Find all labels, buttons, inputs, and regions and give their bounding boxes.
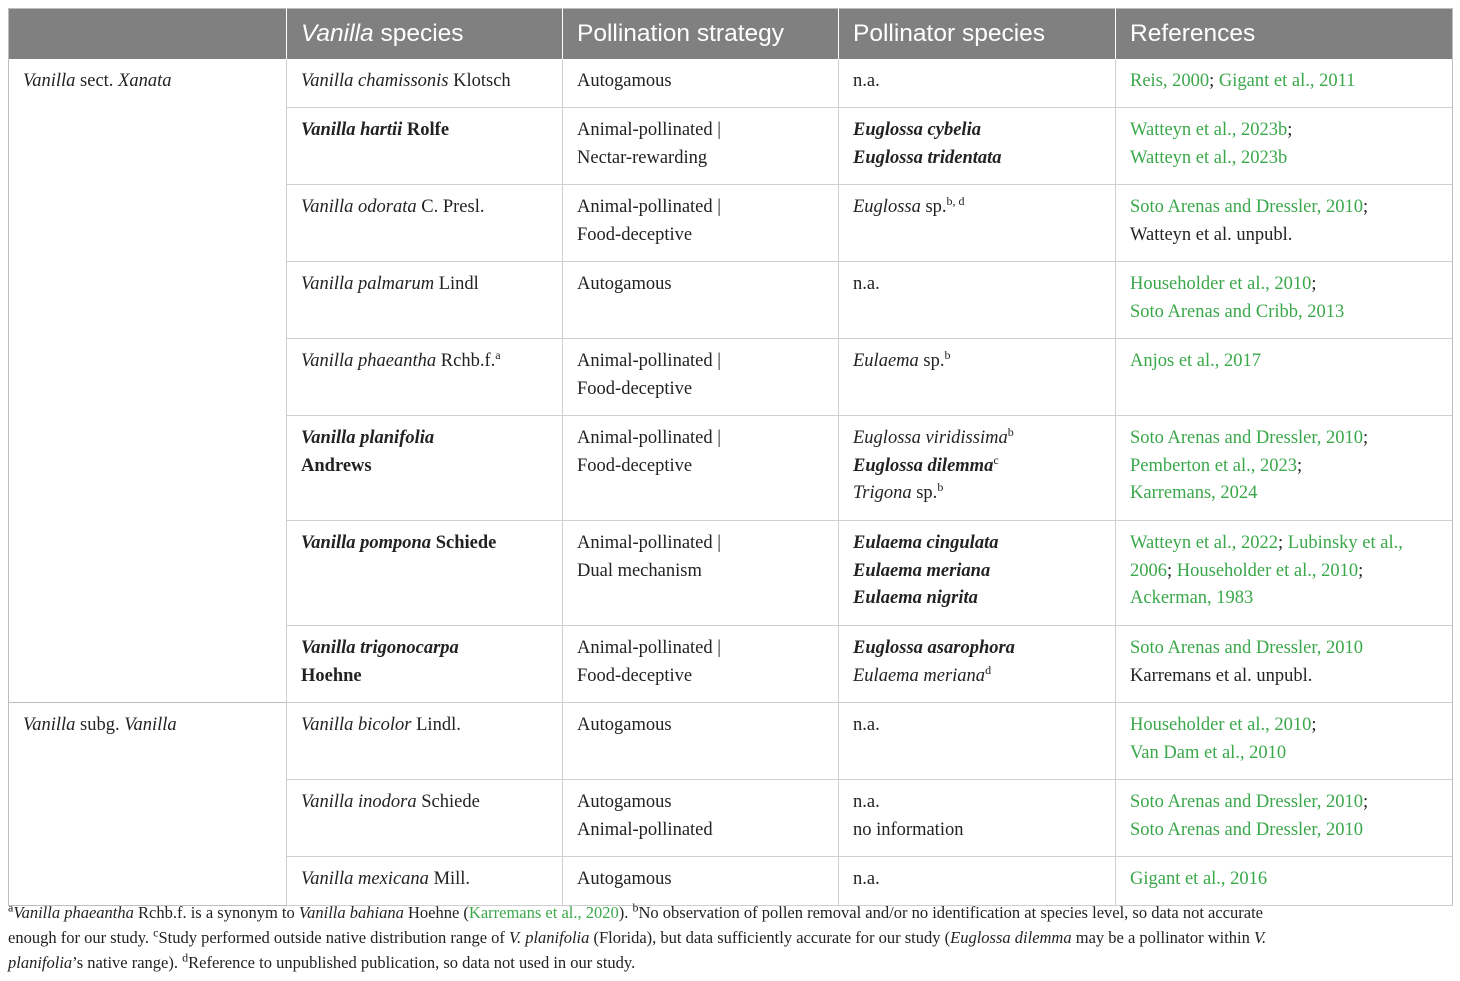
reference-line: [1130, 558, 1438, 586]
strategy-line: [577, 271, 824, 299]
reference-line: [1130, 117, 1438, 145]
strategy-cell: [563, 626, 839, 703]
reference-line-text: Householder et al., 2010: [1176, 560, 1359, 581]
species-cell: [287, 703, 563, 780]
pollinator-line-text: n.a.: [853, 274, 880, 294]
strategy-cell: [563, 521, 839, 626]
reference-line-text: 2006: [1130, 560, 1167, 581]
reference-line: [1130, 348, 1438, 376]
pollinator-line: [853, 117, 1101, 145]
pollinator-cell: [839, 262, 1116, 339]
reference-line: [1130, 425, 1438, 453]
pollinator-line-text: no information: [853, 819, 964, 840]
strategy-line-text: Animal-pollinated |: [577, 638, 721, 658]
reference-line-text: ;: [1363, 428, 1369, 448]
species-name: Hoehne: [301, 665, 362, 686]
strategy-line-text: Autogamous: [577, 274, 672, 294]
pollinator-line: [853, 271, 1101, 299]
references-cell: [1116, 339, 1453, 416]
species-name: Vanilla inodora: [301, 792, 417, 812]
pollinator-cell: [839, 780, 1116, 857]
strategy-line-text: Autogamous: [577, 71, 672, 91]
pollinator-line: [853, 663, 1101, 691]
strategy-line: [577, 425, 824, 453]
species-cell: [287, 108, 563, 185]
strategy-cell: [563, 703, 839, 780]
species-cell: [287, 262, 563, 339]
header-row: [9, 9, 1453, 60]
reference-line: [1130, 271, 1438, 299]
reference-line-text: Watteyn et al., 2023b: [1130, 120, 1288, 140]
strategy-line-text: Autogamous: [577, 869, 672, 889]
strategy-cell: [563, 780, 839, 857]
reference-line-text: Gigant et al., 2016: [1130, 869, 1268, 889]
reference-line-text: ;: [1311, 274, 1317, 294]
reference-line-text: Soto Arenas and Dressler, 2010: [1130, 638, 1364, 658]
strategy-line-text: Autogamous: [577, 715, 672, 735]
section-label: [9, 59, 287, 703]
pollinator-line: [853, 68, 1101, 96]
species-name: Rchb.f.: [436, 351, 496, 371]
pollinator-line-text: n.a.: [853, 869, 880, 889]
footnote-line-text: Vanilla bahiana: [298, 903, 404, 922]
species-cell: [287, 416, 563, 521]
reference-line: [1130, 789, 1438, 817]
species-cell: [287, 857, 563, 906]
reference-line-text: Lubinsky et al.,: [1287, 533, 1403, 553]
pollinator-line: [853, 530, 1101, 558]
species-name: Rolfe: [402, 120, 450, 140]
reference-line-text: Ackerman, 1983: [1130, 588, 1254, 608]
footnote-line-text: Euglossa dilemma: [950, 928, 1072, 947]
pollinator-line: [853, 712, 1101, 740]
section-rank: subg.: [75, 715, 125, 735]
pollinator-line-text: c: [993, 452, 999, 467]
strategy-line-text: Animal-pollinated |: [577, 351, 721, 371]
pollinator-line: [853, 558, 1101, 586]
reference-line-text: Gigant et al., 2011: [1218, 71, 1356, 91]
reference-line-text: Anjos et al., 2017: [1130, 351, 1262, 371]
pollination-table: [8, 8, 1453, 906]
reference-line: [1130, 530, 1438, 558]
header-species-genus: Vanilla: [301, 20, 374, 47]
pollinator-line-text: n.a.: [853, 71, 880, 91]
header-pollinator: Pollinator species: [839, 9, 1116, 60]
footnote-line-text: may be a pollinator within: [1071, 928, 1254, 947]
species-name: Vanilla palmarum: [301, 274, 435, 294]
pollinator-line: [853, 789, 1101, 817]
pollinator-line-text: Euglossa dilemma: [853, 455, 994, 476]
pollinator-line-text: Euglossa cybelia: [853, 120, 981, 140]
pollinator-line-text: sp.: [918, 351, 945, 371]
table-row: [9, 703, 1453, 780]
strategy-cell: [563, 59, 839, 108]
footnote-line: [8, 900, 1454, 925]
reference-line-text: ;: [1278, 533, 1288, 553]
pollinator-line-text: Euglossa tridentata: [853, 147, 1002, 168]
strategy-line: [577, 558, 824, 586]
strategy-line-text: Food-deceptive: [577, 455, 693, 476]
reference-line-text: Pemberton et al., 2023: [1130, 455, 1297, 476]
strategy-line-text: Food-deceptive: [577, 224, 693, 245]
reference-line: [1130, 866, 1438, 894]
species-name: C. Presl.: [416, 197, 485, 217]
footnote-line-text: a: [8, 900, 14, 915]
reference-line-text: Reis, 2000: [1130, 71, 1210, 91]
reference-line: [1130, 222, 1438, 250]
pollinator-line-text: Euglossa asarophora: [853, 638, 1015, 658]
references-cell: [1116, 262, 1453, 339]
pollinator-line: [853, 453, 1101, 481]
species-name: Vanilla hartii: [301, 120, 403, 140]
pollinator-line: [853, 817, 1101, 845]
species-name: Vanilla phaeantha: [301, 351, 437, 371]
footnote-line: [8, 950, 1454, 975]
pollinator-cell: [839, 703, 1116, 780]
strategy-line: [577, 712, 824, 740]
reference-line-text: ;: [1311, 715, 1317, 735]
pollinator-line-text: b: [1007, 424, 1014, 439]
pollinator-line: [853, 866, 1101, 894]
pollinator-line: [853, 194, 1101, 222]
species-name: Schiede: [416, 792, 480, 812]
footnote-line-text: enough for our study.: [8, 928, 154, 947]
reference-line-text: Van Dam et al., 2010: [1130, 742, 1287, 763]
footnote-line-text: Rchb.f. is a synonym to: [133, 903, 299, 922]
references-cell: [1116, 108, 1453, 185]
pollinator-line-text: b: [944, 347, 951, 362]
table-row: [9, 59, 1453, 108]
strategy-cell: [563, 185, 839, 262]
reference-line-text: ;: [1287, 120, 1293, 140]
pollinator-cell: [839, 626, 1116, 703]
pollinator-line-text: n.a.: [853, 715, 880, 735]
footnote-line-text: d: [182, 950, 189, 965]
reference-line-text: Householder et al., 2010: [1130, 274, 1312, 294]
reference-line: [1130, 68, 1438, 96]
reference-line: [1130, 817, 1438, 845]
references-cell: [1116, 626, 1453, 703]
pollinator-line-text: b, d: [946, 193, 965, 208]
species-name: Vanilla odorata: [301, 197, 417, 217]
strategy-line: [577, 817, 824, 845]
references-cell: [1116, 780, 1453, 857]
reference-line-text: Karremans et al. unpubl.: [1130, 665, 1313, 686]
species-cell: [287, 339, 563, 416]
pollinator-line-text: sp.: [920, 197, 947, 217]
strategy-line-text: Animal-pollinated |: [577, 197, 721, 217]
species-name: Vanilla mexicana: [301, 869, 429, 889]
strategy-line: [577, 453, 824, 481]
pollinator-line: [853, 635, 1101, 663]
strategy-line-text: Animal-pollinated |: [577, 120, 721, 140]
species-cell: [287, 521, 563, 626]
header-species-rest: species: [373, 20, 464, 47]
strategy-line-text: Animal-pollinated: [577, 819, 713, 840]
species-name: Vanilla bicolor: [301, 715, 412, 735]
footnote-line-text: Study performed outside native distribution range of: [158, 928, 510, 947]
reference-line-text: ;: [1209, 71, 1219, 91]
strategy-line: [577, 376, 824, 404]
header-strategy: Pollination strategy: [563, 9, 839, 60]
pollinator-line-text: Eulaema nigrita: [853, 588, 978, 608]
strategy-line-text: Nectar-rewarding: [577, 147, 708, 168]
pollinator-cell: [839, 521, 1116, 626]
pollinator-cell: [839, 59, 1116, 108]
footnote-line-text: V. planifolia: [509, 928, 590, 947]
strategy-line: [577, 68, 824, 96]
footnote-line-text: Reference to unpublished publication, so data not used in our study.: [188, 953, 636, 972]
strategy-line: [577, 348, 824, 376]
strategy-line: [577, 117, 824, 145]
reference-line-text: Watteyn et al., 2023b: [1130, 147, 1288, 168]
pollinator-cell: [839, 416, 1116, 521]
pollinator-line-text: Eulaema meriana: [853, 560, 991, 581]
strategy-line: [577, 635, 824, 663]
pollinator-line: [853, 585, 1101, 613]
footnote-line-text: (Florida), but data sufficiently accurate for our study (: [589, 928, 951, 947]
species-name: Vanilla trigonocarpa: [301, 638, 459, 658]
reference-line-text: Soto Arenas and Cribb, 2013: [1130, 301, 1345, 322]
species-cell: [287, 626, 563, 703]
strategy-line: [577, 789, 824, 817]
reference-line: [1130, 712, 1438, 740]
reference-line: [1130, 663, 1438, 691]
header-references: References: [1116, 9, 1453, 60]
reference-line: [1130, 453, 1438, 481]
strategy-line: [577, 222, 824, 250]
pollinator-line-text: n.a.: [853, 792, 880, 812]
reference-line-text: Householder et al., 2010: [1130, 715, 1312, 735]
header-species: [287, 9, 563, 60]
pollinator-line: [853, 425, 1101, 453]
reference-line: [1130, 585, 1438, 613]
species-cell: [287, 185, 563, 262]
pollinator-cell: [839, 857, 1116, 906]
reference-line-text: Karremans, 2024: [1130, 483, 1258, 503]
footnote-line-text: c: [153, 925, 159, 940]
species-name: Vanilla chamissonis: [301, 71, 449, 91]
pollinator-line-text: d: [985, 662, 992, 677]
strategy-cell: [563, 262, 839, 339]
table-body: [9, 59, 1453, 906]
section-label: [9, 703, 287, 906]
species-name: Andrews: [301, 455, 372, 476]
pollinator-line: [853, 348, 1101, 376]
reference-line-text: Watteyn et al. unpubl.: [1130, 224, 1293, 245]
section-name: Vanilla: [124, 715, 177, 735]
footnote-line-text: Vanilla phaeantha: [13, 903, 134, 922]
pollinator-line-text: Eulaema: [853, 351, 919, 371]
reference-line-text: ;: [1296, 455, 1303, 476]
reference-line: [1130, 740, 1438, 768]
strategy-line: [577, 663, 824, 691]
footnote-line-text: ’s native range).: [72, 953, 183, 972]
reference-line-text: ;: [1358, 560, 1364, 581]
strategy-line-text: Autogamous: [577, 792, 672, 812]
reference-line: [1130, 145, 1438, 173]
reference-line-text: ;: [1167, 560, 1177, 581]
references-cell: [1116, 703, 1453, 780]
pollinator-line: [853, 145, 1101, 173]
species-name: Mill.: [428, 869, 471, 889]
strategy-line-text: Food-deceptive: [577, 378, 693, 399]
strategy-cell: [563, 857, 839, 906]
header-group: [9, 9, 287, 60]
reference-line: [1130, 480, 1438, 508]
species-cell: [287, 780, 563, 857]
species-name: a: [495, 347, 501, 362]
references-cell: [1116, 185, 1453, 262]
strategy-line-text: Animal-pollinated |: [577, 533, 721, 553]
strategy-line: [577, 530, 824, 558]
footnote-line-text: Karremans et al., 2020: [468, 903, 619, 922]
footnote-line-text: ).: [618, 903, 633, 922]
footnote-line-text: b: [632, 900, 639, 915]
pollinator-line-text: Eulaema cingulata: [853, 533, 999, 553]
species-name: Schiede: [431, 533, 497, 553]
reference-line: [1130, 299, 1438, 327]
species-name: Vanilla pompona: [301, 533, 432, 553]
section-rank: sect.: [75, 71, 119, 91]
strategy-cell: [563, 416, 839, 521]
section-genus: Vanilla: [23, 71, 76, 91]
pollinator-line: [853, 480, 1101, 508]
species-name: Lindl.: [411, 715, 461, 735]
reference-line-text: Soto Arenas and Dressler, 2010: [1130, 792, 1364, 812]
pollinator-line-text: b: [937, 479, 944, 494]
reference-line: [1130, 194, 1438, 222]
footnote-line-text: No observation of pollen removal and/or no identification at species level, so data not accurate: [638, 903, 1263, 922]
pollinator-cell: [839, 339, 1116, 416]
footnote-line-text: V.: [1254, 928, 1267, 947]
references-cell: [1116, 521, 1453, 626]
pollinator-line-text: Euglossa viridissima: [853, 428, 1008, 448]
references-cell: [1116, 59, 1453, 108]
pollinator-line-text: sp.: [911, 483, 938, 503]
reference-line-text: Watteyn et al., 2022: [1130, 533, 1279, 553]
reference-line-text: Soto Arenas and Dressler, 2010: [1130, 197, 1364, 217]
strategy-cell: [563, 339, 839, 416]
species-name: Lindl: [434, 274, 479, 294]
references-cell: [1116, 857, 1453, 906]
pollinator-cell: [839, 108, 1116, 185]
strategy-line: [577, 194, 824, 222]
species-name: Vanilla planifolia: [301, 428, 435, 448]
species-name: Klotsch: [448, 71, 511, 91]
reference-line: [1130, 635, 1438, 663]
pollinator-cell: [839, 185, 1116, 262]
pollinator-line-text: Euglossa: [853, 197, 921, 217]
reference-line-text: ;: [1363, 197, 1369, 217]
pollinator-line-text: Trigona: [853, 483, 912, 503]
strategy-line: [577, 866, 824, 894]
footnote-line: [8, 925, 1454, 950]
pollinator-line-text: Eulaema meriana: [853, 665, 986, 686]
reference-line-text: Soto Arenas and Dressler, 2010: [1130, 428, 1364, 448]
strategy-line-text: Animal-pollinated |: [577, 428, 721, 448]
reference-line-text: ;: [1363, 792, 1369, 812]
section-genus: Vanilla: [23, 715, 76, 735]
strategy-line: [577, 145, 824, 173]
strategy-line-text: Food-deceptive: [577, 665, 693, 686]
strategy-line-text: Dual mechanism: [577, 560, 702, 581]
footnotes: [8, 900, 1454, 975]
strategy-cell: [563, 108, 839, 185]
references-cell: [1116, 416, 1453, 521]
section-name: Xanata: [118, 71, 172, 91]
footnote-line-text: planifolia: [8, 953, 73, 972]
reference-line-text: Soto Arenas and Dressler, 2010: [1130, 819, 1364, 840]
footnote-line-text: Hoehne (: [403, 903, 469, 922]
species-cell: [287, 59, 563, 108]
